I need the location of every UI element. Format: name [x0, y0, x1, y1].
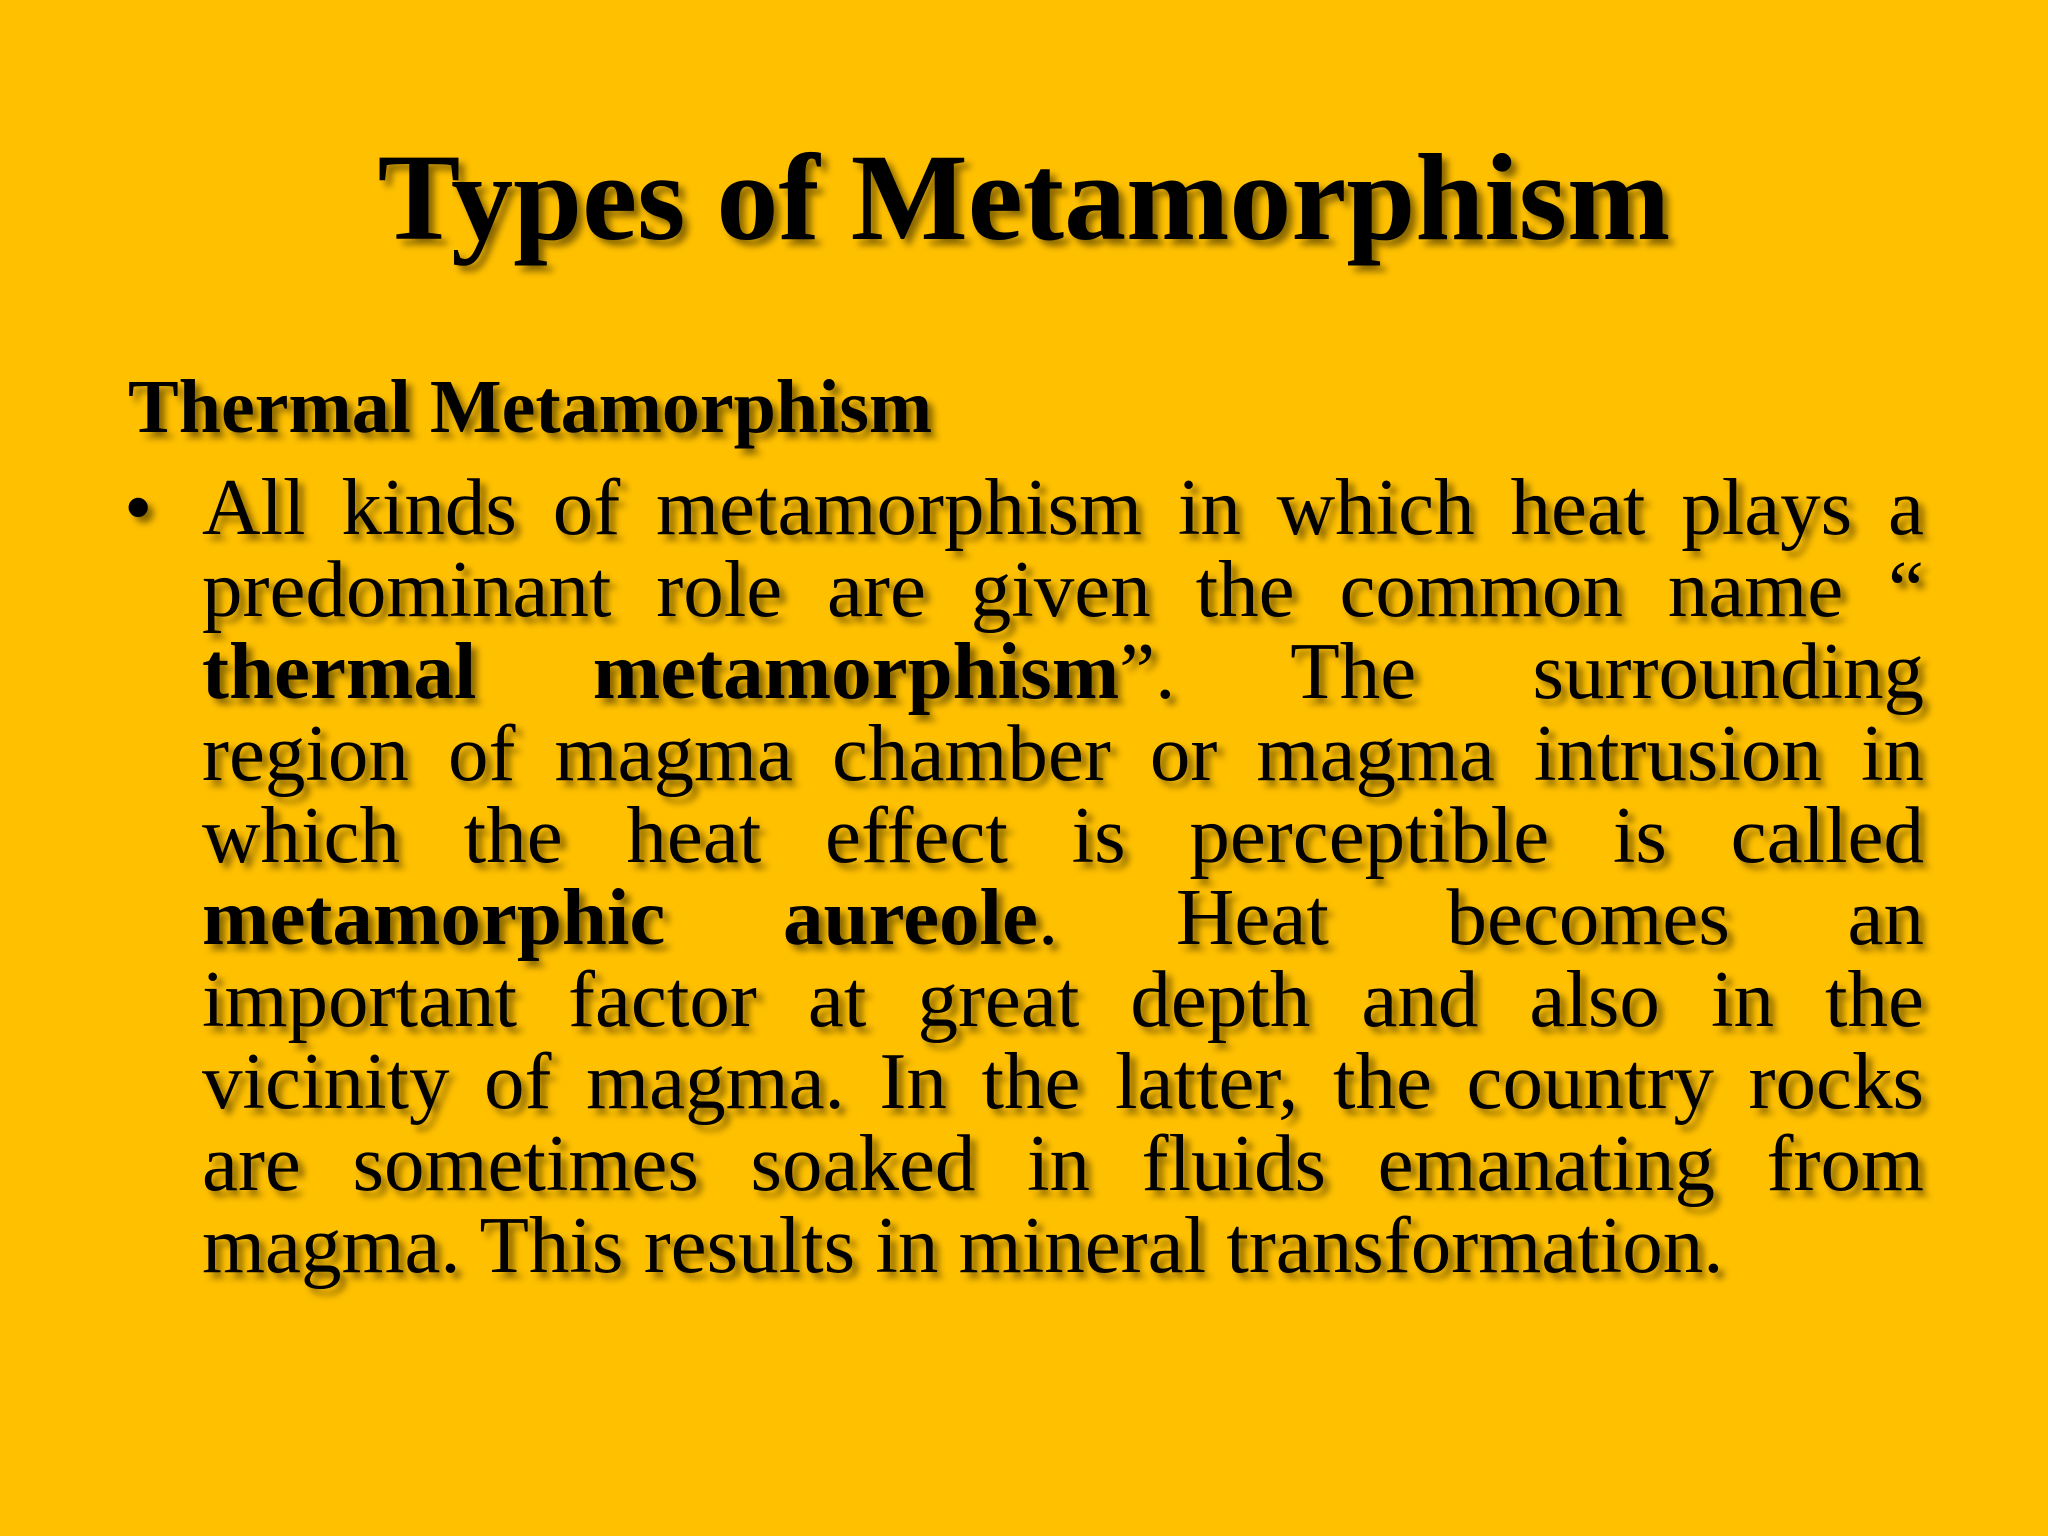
paragraph-line — [202, 1118, 1924, 1208]
line-text: which the heat effect is perceptible is called — [202, 790, 1924, 880]
bullet-item — [124, 462, 1924, 1326]
bold-term-metamorphic-aureole: metamorphic aureole — [202, 872, 1038, 962]
line-text: vicinity of magma. In the latter, the country rocks — [202, 1036, 1924, 1126]
paragraph-line — [202, 708, 1924, 798]
paragraph-line — [202, 872, 1924, 962]
paragraph-line — [202, 626, 1924, 716]
line-text: ”. The surrounding — [1119, 626, 1924, 716]
line-text: magma. This results in mineral transformation. — [202, 1200, 1724, 1290]
line-text: predominant role are given the common name “ — [202, 544, 1924, 634]
line-text: important factor at great depth and also in the — [202, 954, 1924, 1044]
bullet-marker: • — [124, 462, 153, 552]
section-heading: Thermal Metamorphism — [128, 365, 933, 449]
line-text: All kinds of metamorphism in which heat plays a — [202, 462, 1924, 552]
line-text: region of magma chamber or magma intrusion in — [202, 708, 1924, 798]
paragraph-line — [202, 462, 1924, 552]
paragraph-line — [202, 544, 1924, 634]
paragraph-line — [202, 1200, 1924, 1290]
line-text: . Heat becomes an — [1038, 872, 1924, 962]
bold-term-thermal-metamorphism: thermal metamorphism — [202, 626, 1120, 716]
paragraph-line — [202, 1036, 1924, 1126]
line-text: are sometimes soaked in fluids emanating from — [202, 1118, 1924, 1208]
slide-title: Types of Metamorphism — [377, 129, 1671, 266]
paragraph-line — [202, 954, 1924, 1044]
bullet-text — [202, 462, 1924, 1290]
paragraph-line — [202, 790, 1924, 880]
